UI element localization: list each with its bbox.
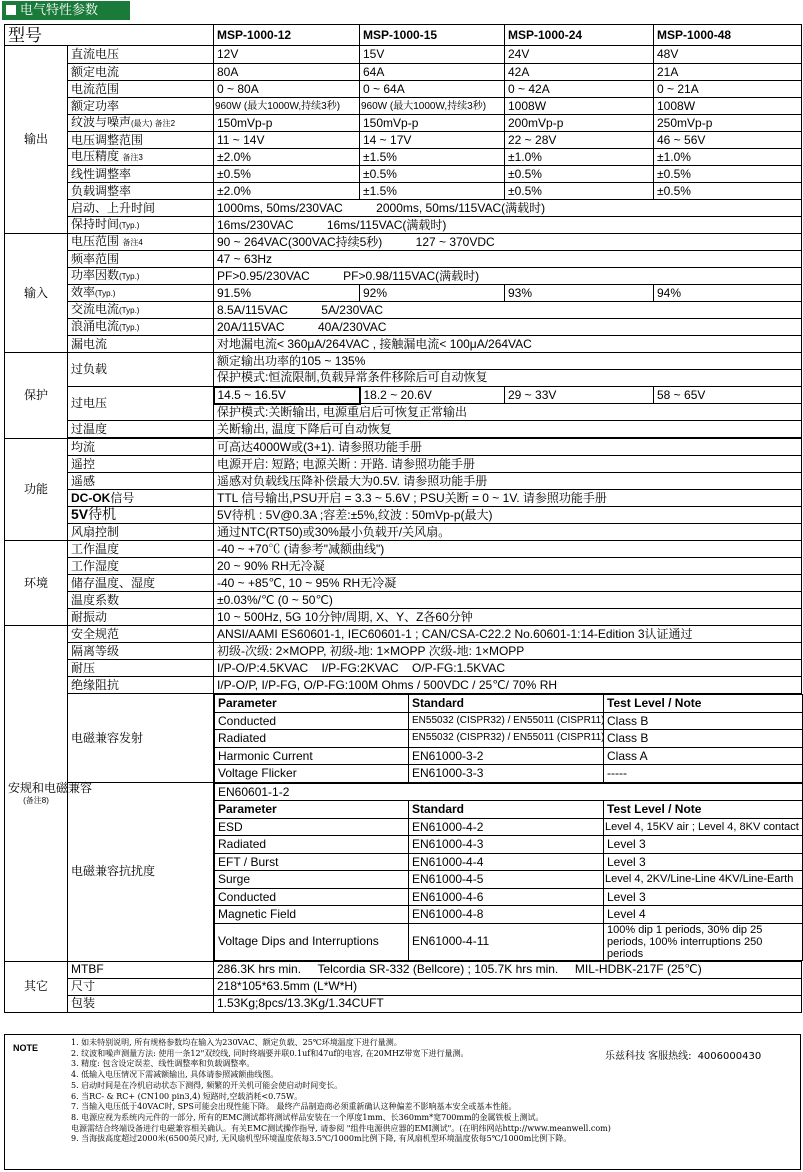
sense-value: 遥感对负载线压降补偿最大为0.5V. 请参照功能手册	[214, 473, 802, 490]
label-dcok	[68, 490, 214, 507]
iso-res-value: I/P-O/P, I/P-FG, O/P-FG:100M Ohms / 500VDC / 25℃/ 70% RH	[214, 677, 802, 694]
note-item: 5. 启动时间是在冷机启动状态下测得, 频繁的开关机可能会使启动时间变长。	[71, 1080, 343, 1090]
label-load-reg: 负载调整率	[68, 183, 214, 200]
dips-standard: EN61000-4-11	[409, 923, 604, 960]
label-input-voltage	[68, 234, 214, 251]
current-range-3: 0 ~ 42A	[505, 81, 654, 98]
voltage-adj-2: 14 ~ 17V	[360, 132, 505, 149]
note-item: 2. 纹波和噪声测量方法: 使用一条12"双绞线, 同时终端要并联0.1uf和47uf的电容, 在20MHZ带宽下进行量测。	[71, 1048, 469, 1058]
voltage-tol-1: ±2.0%	[214, 149, 360, 166]
standby-value: 5V待机 : 5V@0.3A ;容差:±5%,纹波 : 50mVp-p(最大)	[214, 507, 802, 524]
overvoltage-mode: 保护模式:关断输出, 电源重启后可恢复正常输出	[214, 404, 802, 421]
immunity-param: Surge	[215, 871, 409, 889]
label-fan: 风扇控制	[68, 524, 214, 541]
rated-power-3: 1008W	[505, 98, 654, 115]
leakage-value: 对地漏电流< 360μA/264VAC , 接触漏电流< 100μA/264VAC	[214, 336, 802, 353]
pf-value: PF>0.95/230VAC PF>0.98/115VAC(满载时)	[214, 268, 802, 285]
label-voltage-tol	[68, 149, 214, 166]
label-overtemp: 过温度	[68, 421, 214, 438]
efficiency-3: 93%	[505, 285, 654, 302]
notes-list	[71, 1038, 801, 1145]
dc-voltage-1: 12V	[214, 46, 360, 64]
overload-mode: 保护模式:恒流限制,负载异常条件移除后可自动恢复	[214, 370, 802, 387]
voltage-adj-3: 22 ~ 28V	[505, 132, 654, 149]
label-pf	[68, 268, 214, 285]
table-row	[215, 923, 803, 960]
label-overload: 过负载	[68, 353, 214, 387]
immunity-std: EN61000-4-3	[409, 836, 604, 854]
immunity-param: EFT / Burst	[215, 853, 409, 871]
notes-title: NOTE	[13, 1043, 39, 1053]
note-item: 电源需结合终端设备进行电磁兼容相关确认。有关EMC测试操作指导, 请参阅 "组件电源供应器的EMI测试"。(在明纬网站http://www.meanwell.com)	[71, 1123, 611, 1133]
table-row	[215, 836, 803, 854]
emc-emission-cell	[214, 694, 802, 783]
overload-value: 额定输出功率的105 ~ 135%	[214, 353, 802, 370]
immunity-level: Level 3	[604, 836, 803, 854]
freq-value: 47 ~ 63Hz	[214, 251, 802, 268]
label-safety-standards: 安全规范	[68, 626, 214, 643]
square-icon	[6, 5, 16, 15]
label-isolation: 隔离等级	[68, 643, 214, 660]
standby-label-a: 5V	[71, 506, 89, 522]
emission-header-param: Parameter	[215, 695, 409, 713]
emission-level: -----	[604, 765, 803, 783]
immunity-std: EN61000-4-2	[409, 818, 604, 836]
rated-power-4: 1008W	[654, 98, 802, 115]
table-row	[215, 888, 803, 906]
label-work-temp: 工作温度	[68, 541, 214, 558]
ripple-label-text: 纹波与噪声	[71, 115, 132, 129]
dc-voltage-3: 24V	[505, 46, 654, 64]
emission-param: Harmonic Current	[215, 747, 409, 765]
efficiency-label-text: 效率	[71, 285, 96, 299]
rated-current-3: 42A	[505, 64, 654, 81]
ac-current-note: (Typ.)	[119, 306, 140, 315]
voltage-adj-4: 46 ~ 56V	[654, 132, 802, 149]
setup-value: 1000ms, 50ms/230VAC 2000ms, 50ms/115VAC(满载时)	[214, 200, 802, 217]
label-hold	[68, 217, 214, 234]
dips-param: Voltage Dips and Interruptions	[215, 923, 409, 960]
immunity-level: Level 3	[604, 853, 803, 871]
label-rated-current: 额定电流	[68, 64, 214, 81]
voltage-tol-note: 备注3	[122, 153, 143, 162]
work-temp-value: -40 ~ +70℃ (请参考"减额曲线")	[214, 541, 802, 558]
dcok-label-b: 信号	[110, 490, 135, 505]
emc-emission-table	[214, 694, 803, 783]
load-reg-2: ±1.5%	[360, 183, 505, 200]
efficiency-1: 91.5%	[214, 285, 360, 302]
overvoltage-1: 14.5 ~ 16.5V	[214, 387, 360, 404]
label-overvoltage: 过电压	[68, 387, 214, 421]
note-item: 8. 电源应视为系统内元件的一部分, 所有的EMC测试都将测试样品安装在一个厚度1mm、长360mm*宽700mm的金属铁板上测试。	[71, 1112, 544, 1122]
model-2: MSP-1000-15	[360, 25, 505, 46]
dc-voltage-2: 15V	[360, 46, 505, 64]
emission-standard: EN55032 (CISPR32) / EN55011 (CISPR11)	[409, 730, 604, 748]
label-dimension: 尺寸	[68, 978, 214, 995]
label-current-range: 电流范围	[68, 81, 214, 98]
current-range-2: 0 ~ 64A	[360, 81, 505, 98]
safety-category-text: 安规和电磁兼容	[8, 780, 93, 795]
label-emc-immunity: 电磁兼容抗扰度	[68, 783, 214, 962]
note-item: 4. 低输入电压情况下需减额输出, 具体请参照减额曲线图。	[71, 1070, 279, 1080]
emission-param: Voltage Flicker	[215, 765, 409, 783]
note-item: 1. 如未特别说明, 所有规格参数均在输入为230VAC、额定负载、25℃环境温度下进行量测。	[71, 1038, 402, 1047]
input-voltage-value: 90 ~ 264VAC(300VAC持续5秒) 127 ~ 370VDC	[214, 234, 802, 251]
note-item: 3. 精度: 包含设定误差、线性调整率和负载调整率。	[71, 1059, 255, 1069]
table-row	[215, 765, 803, 783]
pf-label-text: 功率因数	[71, 268, 120, 282]
category-protection: 保护	[5, 353, 68, 439]
immunity-std: EN61000-4-5	[409, 871, 604, 889]
pf-note: (Typ.)	[119, 272, 140, 281]
ripple-4: 250mVp-p	[654, 115, 802, 132]
hold-label-text: 保持时间	[71, 217, 120, 231]
label-emc-emission: 电磁兼容发射	[68, 694, 214, 783]
line-reg-3: ±0.5%	[505, 166, 654, 183]
efficiency-4: 94%	[654, 285, 802, 302]
rated-current-1: 80A	[214, 64, 360, 81]
spec-table	[4, 24, 802, 1013]
emission-level: Class A	[604, 747, 803, 765]
ac-current-label-text: 交流电流	[71, 302, 120, 316]
immunity-standard: EN60601-1-2	[215, 783, 803, 801]
share-value: 可高达4000W或(3+1). 请参照功能手册	[214, 439, 802, 456]
label-setup: 启动、上升时间	[68, 200, 214, 217]
immunity-level: Level 4, 2KV/Line-Line 4KV/Line-Earth	[604, 871, 803, 889]
label-withstand: 耐压	[68, 660, 214, 677]
immunity-header-standard: Standard	[409, 801, 604, 819]
label-leakage: 漏电流	[68, 336, 214, 353]
label-mtbf: MTBF	[68, 961, 214, 978]
label-inrush	[68, 319, 214, 336]
rated-power-2: 960W (最大1000W,持续3秒)	[360, 98, 505, 115]
label-dc-voltage: 直流电压	[68, 46, 214, 64]
type-label: 型号	[5, 25, 214, 46]
dcok-label-a: DC-OK	[71, 490, 111, 505]
immunity-param: Magnetic Field	[215, 906, 409, 924]
voltage-adj-1: 11 ~ 14V	[214, 132, 360, 149]
note-item: 6. 当RC- & RC+ (CN100 pin3,4) 短路时,空载消耗<0.75W。	[71, 1091, 303, 1101]
immunity-param: ESD	[215, 818, 409, 836]
emission-standard: EN55032 (CISPR32) / EN55011 (CISPR11)	[409, 712, 604, 730]
safety-standards-value: ANSI/AAMI ES60601-1, IEC60601-1 ; CAN/CSA-C22.2 No.60601-1:14-Edition 3认证通过	[214, 626, 802, 643]
inrush-label-text: 浪涌电流	[71, 319, 120, 333]
ripple-2: 150mVp-p	[360, 115, 505, 132]
current-range-1: 0 ~ 80A	[214, 81, 360, 98]
service-label: 乐兹科技 客服热线:	[605, 1051, 692, 1062]
dcok-value: TTL 信号输出,PSU开启 = 3.3 ~ 5.6V ; PSU关断 = 0 ~ 1V. 请参照功能手册	[214, 490, 802, 507]
label-vibration: 耐振动	[68, 609, 214, 626]
label-sense: 遥感	[68, 473, 214, 490]
ripple-1: 150mVp-p	[214, 115, 360, 132]
efficiency-note: (Typ.)	[95, 289, 116, 298]
section-title: 电气特性参数	[20, 3, 99, 18]
mtbf-value: 286.3K hrs min. Telcordia SR-332 (Bellcore) ; 105.7K hrs min. MIL-HDBK-217F (25℃)	[214, 961, 802, 978]
voltage-tol-label-text: 电压精度	[71, 149, 120, 163]
line-reg-2: ±0.5%	[360, 166, 505, 183]
label-voltage-adj: 电压调整范围	[68, 132, 214, 149]
input-voltage-note: 备注4	[122, 238, 143, 247]
load-reg-4: ±0.5%	[654, 183, 802, 200]
immunity-std: EN61000-4-6	[409, 888, 604, 906]
notes-box	[4, 1034, 801, 1170]
inrush-note: (Typ.)	[119, 323, 140, 332]
emission-header-standard: Standard	[409, 695, 604, 713]
overtemp-value: 关断输出, 温度下降后可自动恢复	[214, 421, 802, 438]
emission-standard: EN61000-3-3	[409, 765, 604, 783]
rated-power-1: 960W (最大1000W,持续3秒)	[214, 98, 360, 115]
label-iso-res: 绝缘阻抗	[68, 677, 214, 694]
immunity-param: Conducted	[215, 888, 409, 906]
remote-value: 电源开启: 短路; 电源关断 : 开路. 请参照功能手册	[214, 456, 802, 473]
dimension-value: 218*105*63.5mm (L*W*H)	[214, 978, 802, 995]
vibration-value: 10 ~ 500Hz, 5G 10分钟/周期, X、Y、Z各60分钟	[214, 609, 802, 626]
label-remote: 遥控	[68, 456, 214, 473]
category-output: 输出	[5, 46, 68, 234]
label-packing: 包装	[68, 995, 214, 1012]
table-row	[215, 906, 803, 924]
label-efficiency	[68, 285, 214, 302]
category-others: 其它	[5, 961, 68, 1012]
storage-value: -40 ~ +85℃, 10 ~ 95% RH无冷凝	[214, 575, 802, 592]
fan-value: 通过NTC(RT50)或30%最小负载开/关风扇。	[214, 524, 802, 541]
label-freq: 频率范围	[68, 251, 214, 268]
label-temp-coef: 温度系数	[68, 592, 214, 609]
voltage-tol-2: ±1.5%	[360, 149, 505, 166]
label-ripple	[68, 115, 214, 132]
rated-current-2: 64A	[360, 64, 505, 81]
emc-immunity-cell	[214, 783, 802, 962]
overvoltage-3: 29 ~ 33V	[505, 387, 654, 404]
inrush-value: 20A/115VAC 40A/230VAC	[214, 319, 802, 336]
table-row	[215, 818, 803, 836]
emission-standard: EN61000-3-2	[409, 747, 604, 765]
category-input: 输入	[5, 234, 68, 353]
label-ac-current	[68, 302, 214, 319]
model-3: MSP-1000-24	[505, 25, 654, 46]
emission-header-level: Test Level / Note	[604, 695, 803, 713]
category-function: 功能	[5, 439, 68, 541]
efficiency-2: 92%	[360, 285, 505, 302]
immunity-param: Radiated	[215, 836, 409, 854]
label-work-hum: 工作湿度	[68, 558, 214, 575]
immunity-std: EN61000-4-8	[409, 906, 604, 924]
emission-param: Conducted	[215, 712, 409, 730]
packing-value: 1.53Kg;8pcs/13.3Kg/1.34CUFT	[214, 995, 802, 1012]
immunity-header-level: Test Level / Note	[604, 801, 803, 819]
model-4: MSP-1000-48	[654, 25, 802, 46]
voltage-tol-4: ±1.0%	[654, 149, 802, 166]
isolation-value: 初级-次级: 2×MOPP, 初级-地: 1×MOPP 次级-地: 1×MOPP	[214, 643, 802, 660]
voltage-tol-3: ±1.0%	[505, 149, 654, 166]
rated-current-4: 21A	[654, 64, 802, 81]
table-row	[215, 730, 803, 748]
emission-level: Class B	[604, 730, 803, 748]
immunity-level: Level 4	[604, 906, 803, 924]
dc-voltage-4: 48V	[654, 46, 802, 64]
label-share: 均流	[68, 439, 214, 456]
table-row	[215, 853, 803, 871]
label-rated-power: 额定功率	[68, 98, 214, 115]
label-line-reg: 线性调整率	[68, 166, 214, 183]
emission-level: Class B	[604, 712, 803, 730]
section-title-bar	[2, 1, 130, 20]
hold-value: 16ms/230VAC 16ms/115VAC(满载时)	[214, 217, 802, 234]
temp-coef-value: ±0.03%/℃ (0 ~ 50℃)	[214, 592, 802, 609]
service-phone: 4006000430	[697, 1051, 762, 1062]
safety-category-note: (备注8)	[23, 795, 49, 805]
current-range-4: 0 ~ 21A	[654, 81, 802, 98]
immunity-std: EN61000-4-4	[409, 853, 604, 871]
load-reg-3: ±0.5%	[505, 183, 654, 200]
ac-current-value: 8.5A/115VAC 5A/230VAC	[214, 302, 802, 319]
line-reg-4: ±0.5%	[654, 166, 802, 183]
overvoltage-4: 58 ~ 65V	[654, 387, 802, 404]
model-1: MSP-1000-12	[214, 25, 360, 46]
hold-note: (Typ.)	[119, 221, 140, 230]
ripple-3: 200mVp-p	[505, 115, 654, 132]
line-reg-1: ±0.5%	[214, 166, 360, 183]
table-row	[215, 712, 803, 730]
table-row	[215, 871, 803, 889]
overvoltage-2: 18.2 ~ 20.6V	[360, 387, 505, 404]
immunity-header-param: Parameter	[215, 801, 409, 819]
input-voltage-label-text: 电压范围	[71, 234, 120, 248]
load-reg-1: ±2.0%	[214, 183, 360, 200]
label-storage: 储存温度、湿度	[68, 575, 214, 592]
label-standby	[68, 507, 214, 524]
table-row	[215, 747, 803, 765]
immunity-level: Level 4, 15KV air ; Level 4, 8KV contact	[604, 818, 803, 836]
withstand-value: I/P-O/P:4.5KVAC I/P-FG:2KVAC O/P-FG:1.5KVAC	[214, 660, 802, 677]
standby-label-b: 待机	[88, 506, 117, 522]
ripple-note: (最大) 备注2	[131, 119, 176, 128]
note-item: 9. 当海拔高度超过2000米(6500英尺)时, 无风扇机型环境温度依每3.5℃/1000m比例下降, 有风扇机型环境温度依每5℃/1000m比例下降。	[71, 1134, 572, 1144]
category-environment: 环境	[5, 541, 68, 626]
emc-immunity-table	[214, 783, 803, 961]
emission-param: Radiated	[215, 730, 409, 748]
work-hum-value: 20 ~ 90% RH无冷凝	[214, 558, 802, 575]
dips-note: 100% dip 1 periods, 30% dip 25 periods, 100% interruptions 250 periods	[604, 923, 803, 960]
immunity-level: Level 3	[604, 888, 803, 906]
note-item: 7. 当输入电压低于40VAC时, SPS可能会出现性能下降。 最终产品制造商必须重新确认这种偏差不影响基本安全或基本性能。	[71, 1102, 517, 1112]
